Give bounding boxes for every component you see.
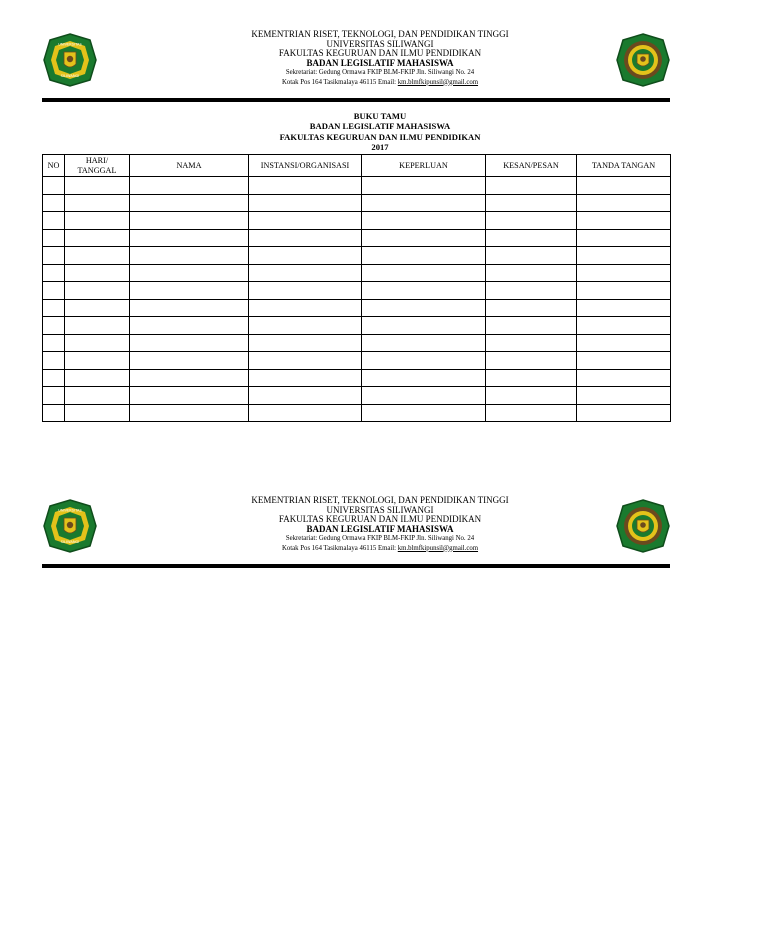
col-header-no: NO	[43, 155, 65, 177]
university-logo-left	[42, 498, 98, 554]
cell-signature[interactable]	[577, 282, 671, 300]
cell-name[interactable]	[130, 369, 249, 387]
cell-no[interactable]	[43, 194, 65, 212]
cell-institution[interactable]	[249, 369, 362, 387]
cell-purpose[interactable]	[362, 404, 486, 422]
university-logo-left	[42, 32, 98, 88]
cell-message[interactable]	[486, 387, 577, 405]
cell-purpose[interactable]	[362, 299, 486, 317]
cell-no[interactable]	[43, 299, 65, 317]
table-row	[43, 212, 671, 230]
cell-date[interactable]	[65, 352, 130, 370]
cell-signature[interactable]	[577, 247, 671, 265]
svg-text:UNIVERSITAS: UNIVERSITAS	[58, 508, 82, 513]
cell-message[interactable]	[486, 352, 577, 370]
cell-name[interactable]	[130, 282, 249, 300]
university-name: UNIVERSITAS SILIWANGI	[326, 504, 434, 515]
cell-date[interactable]	[65, 177, 130, 195]
cell-signature[interactable]	[577, 229, 671, 247]
faculty-name: FAKULTAS KEGURUAN DAN ILMU PENDIDIKAN	[278, 48, 482, 59]
cell-purpose[interactable]	[362, 194, 486, 212]
cell-message[interactable]	[486, 247, 577, 265]
cell-no[interactable]	[43, 229, 65, 247]
title-year: 2017	[371, 141, 389, 152]
col-header-signature: TANDA TANGAN	[577, 155, 671, 177]
cell-institution[interactable]	[249, 282, 362, 300]
svg-text:SILIWANGI: SILIWANGI	[60, 540, 80, 544]
cell-date[interactable]	[65, 264, 130, 282]
title-guestbook: BUKU TAMU	[353, 111, 407, 121]
cell-signature[interactable]	[577, 177, 671, 195]
cell-institution[interactable]	[249, 212, 362, 230]
cell-name[interactable]	[130, 247, 249, 265]
cell-signature[interactable]	[577, 299, 671, 317]
cell-no[interactable]	[43, 282, 65, 300]
cell-date[interactable]	[65, 404, 130, 422]
table-row	[43, 299, 671, 317]
letterhead-divider-top	[42, 98, 670, 102]
cell-date[interactable]	[65, 334, 130, 352]
cell-purpose[interactable]	[362, 352, 486, 370]
cell-no[interactable]	[43, 317, 65, 335]
secretariat-address: Sekretariat: Gedung Ormawa FKIP BLM-FKIP Jln. Siliwangi No. 24	[285, 69, 475, 77]
letterhead-divider-bottom	[42, 564, 670, 568]
cell-date[interactable]	[65, 212, 130, 230]
cell-message[interactable]	[486, 317, 577, 335]
cell-purpose[interactable]	[362, 369, 486, 387]
cell-institution[interactable]	[249, 247, 362, 265]
cell-purpose[interactable]	[362, 264, 486, 282]
guestbook-rows	[43, 177, 671, 422]
organization-logo-right	[615, 498, 671, 554]
cell-message[interactable]	[486, 369, 577, 387]
date-header-line2: TANGGAL	[77, 165, 117, 175]
cell-signature[interactable]	[577, 194, 671, 212]
table-row	[43, 194, 671, 212]
table-row	[43, 177, 671, 195]
cell-no[interactable]	[43, 334, 65, 352]
cell-date[interactable]	[65, 369, 130, 387]
col-header-name: NAMA	[130, 155, 249, 177]
contact-prefix: Kotak Pos 164 Tasikmalaya 46115 Email:	[281, 78, 398, 86]
cell-institution[interactable]	[249, 229, 362, 247]
cell-name[interactable]	[130, 299, 249, 317]
svg-text:UNIVERSITAS: UNIVERSITAS	[58, 42, 82, 47]
cell-name[interactable]	[130, 404, 249, 422]
letterhead-top	[0, 26, 768, 116]
ministry-name: KEMENTRIAN RISET, TEKNOLOGI, DAN PENDIDIKAN TINGGI	[251, 29, 509, 39]
cell-message[interactable]	[486, 404, 577, 422]
cell-purpose[interactable]	[362, 212, 486, 230]
col-header-message: KESAN/PESAN	[486, 155, 577, 177]
cell-signature[interactable]	[577, 352, 671, 370]
university-name: UNIVERSITAS SILIWANGI	[326, 38, 434, 49]
cell-signature[interactable]	[577, 369, 671, 387]
cell-no[interactable]	[43, 212, 65, 230]
cell-no[interactable]	[43, 387, 65, 405]
svg-text:SILIWANGI: SILIWANGI	[60, 74, 80, 78]
cell-name[interactable]	[130, 194, 249, 212]
letterhead-text	[150, 496, 610, 553]
contact-line	[150, 544, 610, 553]
table-row	[43, 229, 671, 247]
guestbook-table	[42, 154, 671, 422]
cell-no[interactable]	[43, 352, 65, 370]
cell-institution[interactable]	[249, 177, 362, 195]
cell-institution[interactable]	[249, 194, 362, 212]
cell-name[interactable]	[130, 387, 249, 405]
cell-name[interactable]	[130, 177, 249, 195]
email-link[interactable]: km.blmfkipunsil@gmail.com	[397, 544, 479, 552]
letterhead-bottom	[0, 492, 768, 582]
cell-institution[interactable]	[249, 299, 362, 317]
cell-no[interactable]	[43, 177, 65, 195]
cell-message[interactable]	[486, 229, 577, 247]
cell-purpose[interactable]	[362, 177, 486, 195]
table-row	[43, 317, 671, 335]
col-header-date	[65, 155, 130, 177]
organization-logo-right	[615, 32, 671, 88]
secretariat-address: Sekretariat: Gedung Ormawa FKIP BLM-FKIP Jln. Siliwangi No. 24	[285, 535, 475, 543]
letterhead-text	[150, 30, 610, 87]
table-header-row	[43, 155, 671, 177]
cell-purpose[interactable]	[362, 282, 486, 300]
cell-date[interactable]	[65, 282, 130, 300]
cell-purpose[interactable]	[362, 317, 486, 335]
cell-purpose[interactable]	[362, 229, 486, 247]
cell-purpose[interactable]	[362, 387, 486, 405]
cell-date[interactable]	[65, 317, 130, 335]
cell-institution[interactable]	[249, 404, 362, 422]
cell-no[interactable]	[43, 264, 65, 282]
cell-signature[interactable]	[577, 317, 671, 335]
cell-name[interactable]	[130, 334, 249, 352]
cell-signature[interactable]	[577, 212, 671, 230]
cell-institution[interactable]	[249, 334, 362, 352]
cell-date[interactable]	[65, 299, 130, 317]
cell-institution[interactable]	[249, 317, 362, 335]
organization-name: BADAN LEGISLATIF MAHASISWA	[306, 57, 454, 68]
cell-name[interactable]	[130, 212, 249, 230]
title-faculty: FAKULTAS KEGURUAN DAN ILMU PENDIDIKAN	[279, 131, 481, 142]
cell-no[interactable]	[43, 369, 65, 387]
col-header-purpose: KEPERLUAN	[362, 155, 486, 177]
title-organization: BADAN LEGISLATIF MAHASISWA	[309, 121, 451, 132]
table-row	[43, 369, 671, 387]
table-row	[43, 247, 671, 265]
contact-line	[150, 78, 610, 87]
cell-message[interactable]	[486, 194, 577, 212]
cell-institution[interactable]	[249, 352, 362, 370]
cell-name[interactable]	[130, 264, 249, 282]
cell-institution[interactable]	[249, 387, 362, 405]
cell-purpose[interactable]	[362, 247, 486, 265]
cell-name[interactable]	[130, 229, 249, 247]
cell-signature[interactable]	[577, 404, 671, 422]
cell-message[interactable]	[486, 334, 577, 352]
cell-message[interactable]	[486, 299, 577, 317]
cell-message[interactable]	[486, 264, 577, 282]
table-row	[43, 352, 671, 370]
organization-name: BADAN LEGISLATIF MAHASISWA	[306, 523, 454, 534]
faculty-name: FAKULTAS KEGURUAN DAN ILMU PENDIDIKAN	[278, 514, 482, 525]
cell-message[interactable]	[486, 282, 577, 300]
date-header-line1: HARI/	[85, 156, 109, 166]
table-row	[43, 282, 671, 300]
cell-message[interactable]	[486, 177, 577, 195]
cell-date[interactable]	[65, 387, 130, 405]
col-header-institution: INSTANSI/ORGANISASI	[249, 155, 362, 177]
contact-prefix: Kotak Pos 164 Tasikmalaya 46115 Email:	[281, 544, 398, 552]
cell-institution[interactable]	[249, 264, 362, 282]
table-row	[43, 387, 671, 405]
cell-no[interactable]	[43, 247, 65, 265]
cell-name[interactable]	[130, 352, 249, 370]
ministry-name: KEMENTRIAN RISET, TEKNOLOGI, DAN PENDIDIKAN TINGGI	[251, 495, 509, 505]
cell-signature[interactable]	[577, 334, 671, 352]
cell-name[interactable]	[130, 317, 249, 335]
cell-signature[interactable]	[577, 387, 671, 405]
table-row	[43, 264, 671, 282]
cell-date[interactable]	[65, 247, 130, 265]
cell-signature[interactable]	[577, 264, 671, 282]
cell-date[interactable]	[65, 229, 130, 247]
cell-purpose[interactable]	[362, 334, 486, 352]
cell-date[interactable]	[65, 194, 130, 212]
table-row	[43, 334, 671, 352]
table-row	[43, 404, 671, 422]
cell-message[interactable]	[486, 212, 577, 230]
guestbook-title	[150, 111, 610, 152]
email-link[interactable]: km.blmfkipunsil@gmail.com	[397, 78, 479, 86]
cell-no[interactable]	[43, 404, 65, 422]
